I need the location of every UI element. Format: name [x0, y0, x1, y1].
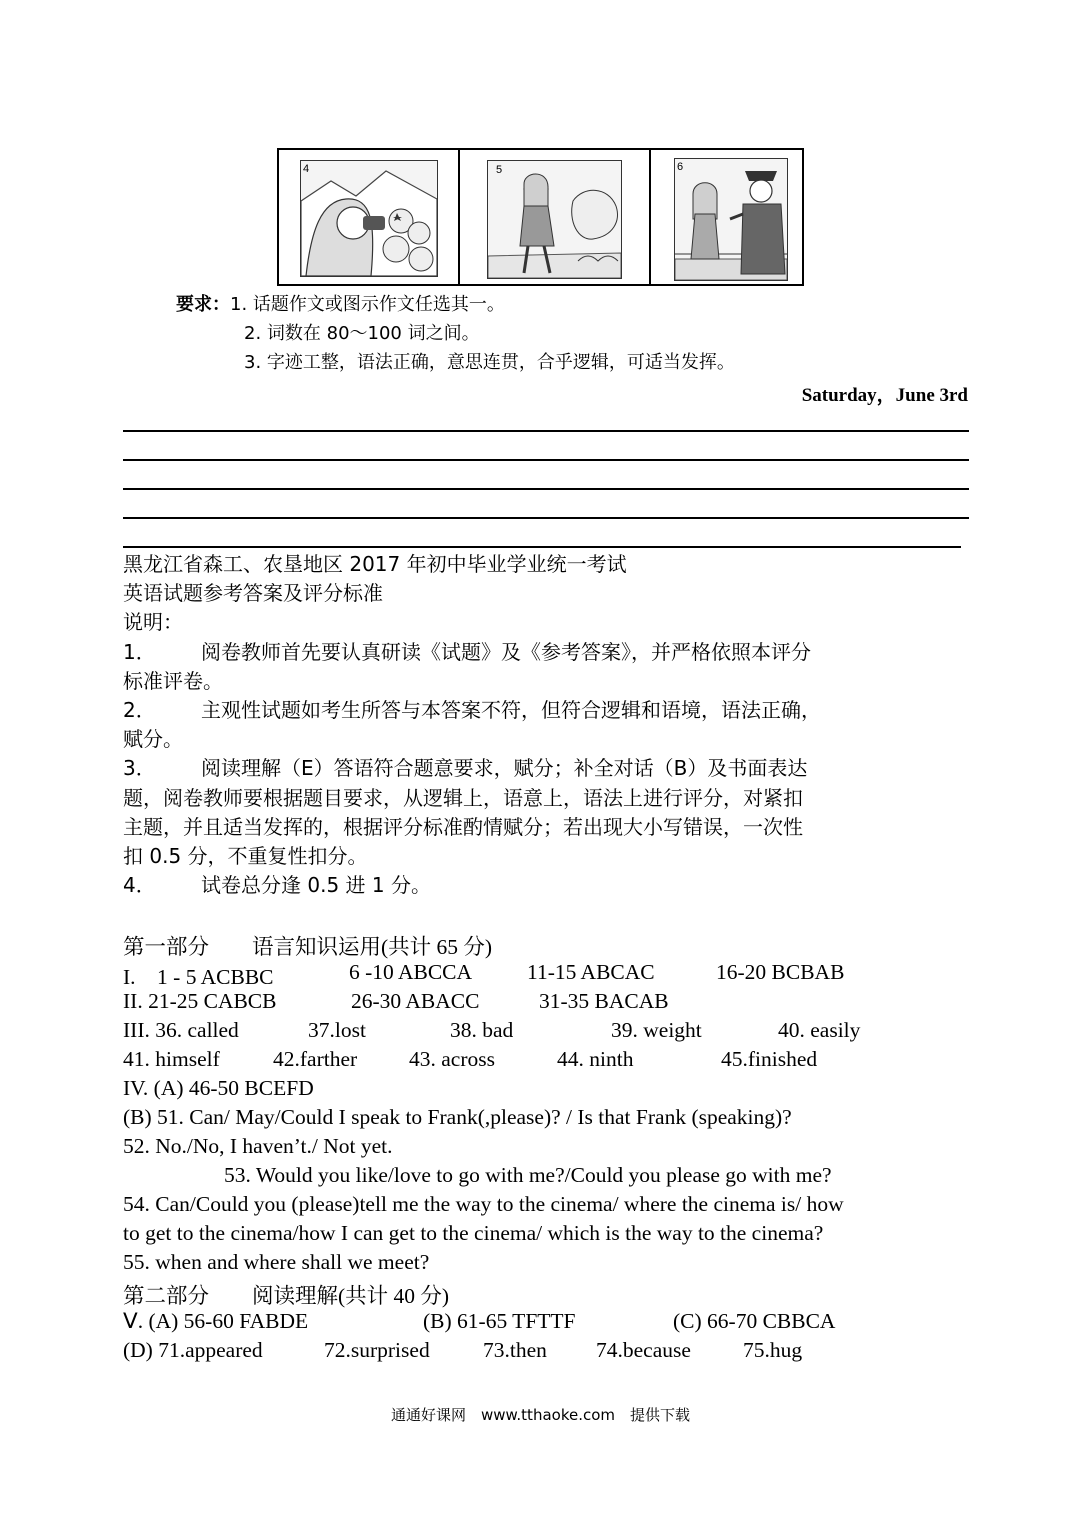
diary-date: Saturday，June 3rd	[801, 385, 968, 406]
answer-cell: Ⅴ. (A) 56-60 FABDE	[123, 1309, 309, 1333]
note-text: 标准评卷。	[123, 668, 223, 693]
answer-row-D	[123, 1338, 969, 1368]
part2-heading: 第二部分 阅读理解(共计 40 分)	[123, 1284, 450, 1308]
girl-taking-photo-illustration	[300, 160, 438, 277]
answer-cell: 39. weight	[611, 1018, 702, 1042]
note-text: 赋分。	[123, 727, 183, 752]
answer-cell: 42.farther	[273, 1047, 358, 1071]
answer-key-notes	[123, 550, 969, 900]
answer-54-continued: to get to the cinema/how I can get to the cinema/ which is the way to the cinema?	[123, 1221, 824, 1245]
answer-cell: 72.surprised	[324, 1338, 430, 1362]
requirements-label: 要求：	[176, 294, 230, 315]
answer-cell: 37.lost	[308, 1018, 366, 1042]
picture-panel-6	[649, 150, 802, 284]
writing-line	[123, 459, 969, 461]
answer-cell: 31-35 BACAB	[539, 989, 669, 1013]
answer-cell: II. 21-25 CABCB	[123, 989, 277, 1013]
answer-cell: 41. himself	[123, 1047, 220, 1071]
requirements-block	[176, 290, 735, 377]
answer-cell: 73.then	[483, 1338, 547, 1362]
answer-cell: 75.hug	[743, 1338, 803, 1362]
writing-line	[123, 488, 969, 490]
answer-53: 53. Would you like/love to go with me?/Could you please go with me?	[224, 1163, 832, 1187]
answer-row-41	[123, 1047, 969, 1077]
note-text: 阅卷教师首先要认真研读《试题》及《参考答案》，并严格依照本评分	[201, 639, 811, 664]
writing-line	[123, 517, 969, 519]
panel-number: 5	[496, 164, 503, 176]
answer-52: 52. No./No, I haven’t./ Not yet.	[123, 1134, 393, 1158]
writing-line	[123, 546, 961, 548]
notes-label: 说明：	[123, 610, 183, 635]
note-text: 题，阅卷教师要根据题目要求，从逻辑上，语意上，语法上进行评分，对紧扣	[123, 785, 803, 810]
note-text: 试卷总分逢 0.5 进 1 分。	[201, 873, 431, 898]
note-number: 1．	[123, 639, 156, 664]
answer-cell: 26-30 ABACC	[351, 989, 480, 1013]
answer-row-III	[123, 1018, 969, 1048]
panel-number: 6	[677, 161, 684, 173]
page-footer: 通通好课网 www.tthaoke.com 提供下载	[390, 1406, 691, 1424]
requirement-item: 3. 字迹工整，语法正确，意思连贯，合乎逻辑，可适当发挥。	[244, 352, 735, 373]
picture-strip	[277, 148, 804, 286]
answer-cell: 6 -10 ABCCA	[349, 960, 473, 984]
note-number: 2．	[123, 698, 156, 723]
answer-row-IV: IV. (A) 46-50 BCEFD	[123, 1076, 314, 1100]
note-text: 扣 0.5 分，不重复性扣分。	[123, 844, 368, 869]
answer-55: 55. when and where shall we meet?	[123, 1250, 430, 1274]
note-text: 主题，并且适当发挥的，根据评分标准酌情赋分；若出现大小写错误，一次性	[123, 814, 803, 839]
answer-cell: (C) 66-70 CBBCA	[673, 1309, 836, 1333]
answer-row-V	[123, 1309, 969, 1339]
girl-walking-illustration	[487, 160, 622, 279]
answer-cell: 38. bad	[450, 1018, 514, 1042]
answer-key-title: 黑龙江省森工、农垦地区 2017 年初中毕业学业统一考试	[123, 552, 627, 576]
answer-row-I	[123, 960, 969, 990]
answer-51: (B) 51. Can/ May/Could I speak to Frank(,please)? / Is that Frank (speaking)?	[123, 1105, 792, 1129]
answer-cell: (B) 61-65 TFTTF	[423, 1309, 576, 1333]
answer-cell: III. 36. called	[123, 1018, 239, 1042]
answer-cell: (D) 71.appeared	[123, 1338, 263, 1362]
answer-cell: 43. across	[409, 1047, 495, 1071]
answer-cell: I. 1 - 5 ACBBC	[123, 965, 274, 989]
note-text: 阅读理解（E）答语符合题意要求，赋分；补全对话（B）及书面表达	[201, 756, 808, 781]
note-number: 4．	[123, 873, 156, 898]
panel-number: 4	[303, 163, 310, 175]
girl-and-man-talking-illustration	[674, 158, 788, 281]
note-text: 主观性试题如考生所答与本答案不符，但符合逻辑和语境，语法正确，	[201, 698, 821, 723]
answer-cell: 16-20 BCBAB	[716, 960, 845, 984]
note-number: 3．	[123, 756, 156, 781]
answer-cell: 11-15 ABCAC	[527, 960, 655, 984]
answer-cell: 45.finished	[721, 1047, 818, 1071]
answer-cell: 40. easily	[778, 1018, 861, 1042]
part1-heading: 第一部分 语言知识运用(共计 65 分)	[123, 935, 493, 959]
writing-line	[123, 430, 969, 432]
requirement-item: 1. 话题作文或图示作文任选其一。	[230, 294, 505, 315]
picture-panel-4	[279, 150, 458, 284]
answer-row-II	[123, 989, 969, 1019]
answer-cell: 74.because	[596, 1338, 691, 1362]
answer-cell: 44. ninth	[557, 1047, 634, 1071]
answer-54: 54. Can/Could you (please)tell me the way to the cinema/ where the cinema is/ how	[123, 1192, 844, 1216]
picture-panel-5	[458, 150, 649, 284]
answer-key-subtitle: 英语试题参考答案及评分标准	[123, 581, 383, 606]
requirement-item: 2. 词数在 80～100 词之间。	[244, 323, 480, 344]
